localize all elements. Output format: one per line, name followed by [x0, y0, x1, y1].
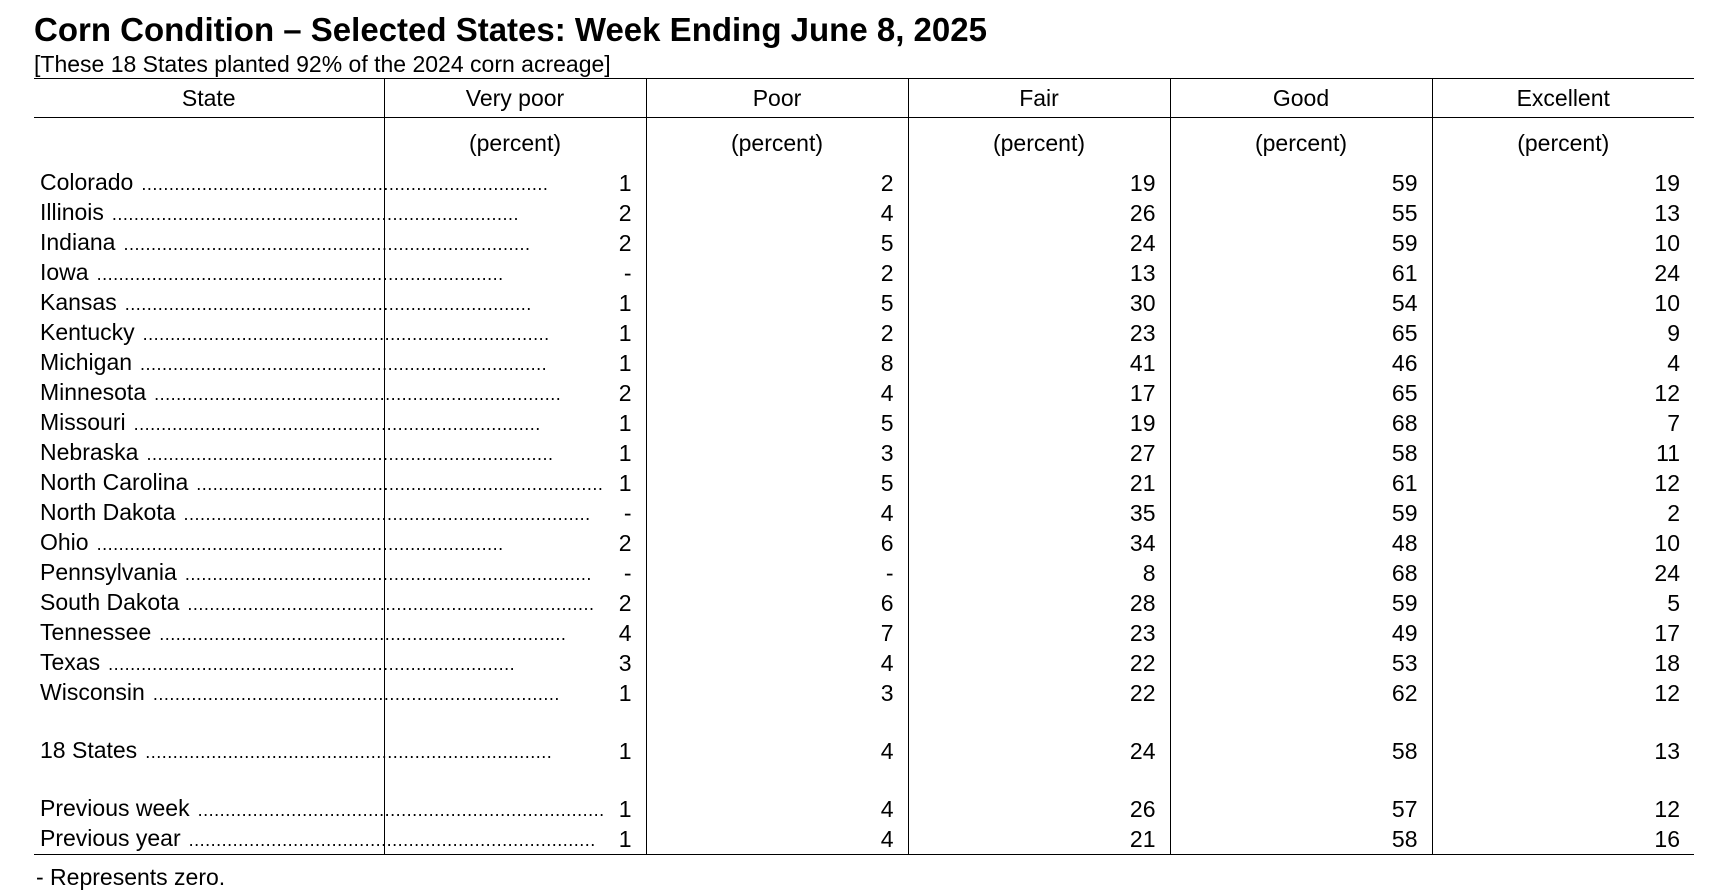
value-cell-very-poor: 2 — [384, 228, 646, 258]
value-cell-good: 61 — [1170, 468, 1432, 498]
state-row — [34, 318, 1694, 348]
state-cell — [34, 288, 532, 318]
dot-leader: .......................................................................... — [133, 414, 541, 434]
value-cell-good: 59 — [1170, 588, 1432, 618]
state-name: South Dakota — [40, 589, 180, 615]
state-cell — [34, 468, 604, 498]
state-name: 18 States — [40, 737, 138, 763]
state-name: Missouri — [40, 409, 126, 435]
state-name: Kansas — [40, 289, 117, 315]
state-row — [34, 408, 1694, 438]
value-cell-very-poor: 1 — [384, 168, 646, 198]
dot-leader: .......................................................................... — [146, 444, 554, 464]
page-subtitle: [These 18 States planted 92% of the 2024 corn acreage] — [34, 51, 611, 77]
value-cell-good: 54 — [1170, 288, 1432, 318]
state-row — [34, 618, 1694, 648]
spacer-cell — [1170, 766, 1432, 794]
unit-label: (percent) — [1432, 118, 1694, 169]
value-cell-excellent: 19 — [1432, 168, 1694, 198]
value-cell-excellent: 7 — [1432, 408, 1694, 438]
report-container — [34, 8, 1694, 891]
value-cell-poor: 4 — [646, 648, 908, 678]
value-cell-poor: 4 — [646, 198, 908, 228]
value-cell-fair: 8 — [908, 558, 1170, 588]
value-cell-very-poor: 1 — [384, 794, 646, 824]
value-cell-very-poor: - — [384, 258, 646, 288]
value-cell-fair: 22 — [908, 678, 1170, 708]
dot-leader: .......................................................................... — [124, 294, 532, 314]
state-name: Previous year — [40, 825, 181, 851]
state-row — [34, 288, 1694, 318]
value-cell-good: 58 — [1170, 824, 1432, 855]
dot-leader: .......................................................................... — [108, 654, 516, 674]
value-cell-fair: 41 — [908, 348, 1170, 378]
value-cell-fair: 24 — [908, 736, 1170, 766]
value-cell-good: 59 — [1170, 228, 1432, 258]
value-cell-good: 68 — [1170, 558, 1432, 588]
spacer-cell — [646, 708, 908, 736]
value-cell-excellent: 4 — [1432, 348, 1694, 378]
value-cell-excellent: 12 — [1432, 678, 1694, 708]
value-cell-poor: 5 — [646, 468, 908, 498]
spacer-cell — [908, 708, 1170, 736]
dot-leader: .......................................................................... — [145, 742, 553, 762]
spacer-cell — [1170, 708, 1432, 736]
state-row — [34, 438, 1694, 468]
value-cell-very-poor: 1 — [384, 824, 646, 855]
state-cell — [34, 794, 605, 824]
comparison-row — [34, 794, 1694, 824]
state-name: North Dakota — [40, 499, 176, 525]
state-name: Indiana — [40, 229, 116, 255]
value-cell-poor: 3 — [646, 438, 908, 468]
value-cell-fair: 21 — [908, 824, 1170, 855]
state-cell — [34, 228, 531, 258]
state-cell — [34, 558, 592, 588]
spacer-row — [34, 708, 1694, 736]
value-cell-excellent: 12 — [1432, 378, 1694, 408]
value-cell-very-poor: 1 — [384, 678, 646, 708]
state-name: Ohio — [40, 529, 89, 555]
spacer-cell — [34, 708, 384, 736]
spacer-cell — [34, 766, 384, 794]
value-cell-excellent: 17 — [1432, 618, 1694, 648]
state-cell — [34, 588, 595, 618]
value-cell-fair: 22 — [908, 648, 1170, 678]
state-row — [34, 198, 1694, 228]
value-cell-very-poor: 2 — [384, 198, 646, 228]
state-name: North Carolina — [40, 469, 189, 495]
state-cell — [34, 438, 554, 468]
value-cell-excellent: 16 — [1432, 824, 1694, 855]
value-cell-fair: 17 — [908, 378, 1170, 408]
value-cell-very-poor: - — [384, 558, 646, 588]
value-cell-good: 61 — [1170, 258, 1432, 288]
value-cell-good: 62 — [1170, 678, 1432, 708]
value-cell-excellent: 5 — [1432, 588, 1694, 618]
value-cell-very-poor: 1 — [384, 408, 646, 438]
value-cell-excellent: 24 — [1432, 558, 1694, 588]
value-cell-poor: 6 — [646, 588, 908, 618]
value-cell-poor: - — [646, 558, 908, 588]
value-cell-good: 46 — [1170, 348, 1432, 378]
value-cell-good: 68 — [1170, 408, 1432, 438]
value-cell-good: 55 — [1170, 198, 1432, 228]
spacer-cell — [1432, 708, 1694, 736]
state-name: Texas — [40, 649, 101, 675]
value-cell-excellent: 18 — [1432, 648, 1694, 678]
state-cell — [34, 168, 549, 198]
value-cell-very-poor: 4 — [384, 618, 646, 648]
value-cell-fair: 28 — [908, 588, 1170, 618]
state-name: Michigan — [40, 349, 133, 375]
value-cell-fair: 23 — [908, 618, 1170, 648]
state-name: Pennsylvania — [40, 559, 177, 585]
column-header-poor: Poor — [646, 79, 908, 118]
spacer-cell — [646, 766, 908, 794]
dot-leader: .......................................................................... — [111, 204, 519, 224]
footnote: - Represents zero. — [36, 864, 226, 890]
state-row — [34, 498, 1694, 528]
state-name: Wisconsin — [40, 679, 145, 705]
value-cell-fair: 35 — [908, 498, 1170, 528]
comparison-row — [34, 824, 1694, 855]
dot-leader: .......................................................................... — [188, 830, 596, 850]
state-row — [34, 348, 1694, 378]
state-cell — [34, 736, 553, 766]
value-cell-very-poor: 2 — [384, 588, 646, 618]
dot-leader: .......................................................................... — [197, 800, 605, 820]
dot-leader: .......................................................................... — [142, 324, 550, 344]
column-header-very-poor: Very poor — [384, 79, 646, 118]
value-cell-very-poor: - — [384, 498, 646, 528]
value-cell-fair: 13 — [908, 258, 1170, 288]
value-cell-fair: 19 — [908, 408, 1170, 438]
spacer-cell — [1432, 766, 1694, 794]
column-header-good: Good — [1170, 79, 1432, 118]
value-cell-poor: 2 — [646, 168, 908, 198]
state-row — [34, 648, 1694, 678]
value-cell-very-poor: 1 — [384, 468, 646, 498]
spacer-row — [34, 766, 1694, 794]
state-name: Iowa — [40, 259, 89, 285]
value-cell-poor: 4 — [646, 794, 908, 824]
value-cell-fair: 30 — [908, 288, 1170, 318]
value-cell-excellent: 11 — [1432, 438, 1694, 468]
state-cell — [34, 198, 519, 228]
state-cell — [34, 258, 504, 288]
value-cell-good: 58 — [1170, 736, 1432, 766]
value-cell-excellent: 10 — [1432, 528, 1694, 558]
value-cell-fair: 21 — [908, 468, 1170, 498]
value-cell-poor: 8 — [646, 348, 908, 378]
value-cell-excellent: 10 — [1432, 228, 1694, 258]
corn-condition-table — [34, 78, 1694, 855]
state-name: Minnesota — [40, 379, 147, 405]
dot-leader: .......................................................................... — [159, 624, 567, 644]
state-row — [34, 588, 1694, 618]
table-body — [34, 118, 1694, 855]
value-cell-very-poor: 2 — [384, 528, 646, 558]
value-cell-excellent: 10 — [1432, 288, 1694, 318]
unit-row — [34, 118, 1694, 169]
state-name: Colorado — [40, 169, 134, 195]
value-cell-excellent: 2 — [1432, 498, 1694, 528]
spacer-cell — [384, 766, 646, 794]
value-cell-very-poor: 1 — [384, 318, 646, 348]
state-name: Nebraska — [40, 439, 139, 465]
value-cell-very-poor: 1 — [384, 736, 646, 766]
value-cell-fair: 27 — [908, 438, 1170, 468]
value-cell-poor: 7 — [646, 618, 908, 648]
value-cell-very-poor: 3 — [384, 648, 646, 678]
state-row — [34, 678, 1694, 708]
spacer-cell — [908, 766, 1170, 794]
state-cell — [34, 348, 548, 378]
value-cell-fair: 19 — [908, 168, 1170, 198]
unit-label: (percent) — [384, 118, 646, 169]
unit-cell-empty — [34, 118, 384, 169]
state-row — [34, 168, 1694, 198]
dot-leader: .......................................................................... — [196, 474, 604, 494]
state-row — [34, 558, 1694, 588]
dot-leader: .......................................................................... — [154, 384, 562, 404]
state-cell — [34, 618, 567, 648]
state-name: Previous week — [40, 795, 190, 821]
state-name: Illinois — [40, 199, 104, 225]
value-cell-good: 58 — [1170, 438, 1432, 468]
value-cell-poor: 4 — [646, 498, 908, 528]
state-cell — [34, 824, 596, 855]
spacer-cell — [384, 708, 646, 736]
column-header-state: State — [34, 79, 384, 118]
state-cell — [34, 318, 550, 348]
value-cell-very-poor: 1 — [384, 348, 646, 378]
value-cell-poor: 4 — [646, 378, 908, 408]
value-cell-poor: 4 — [646, 736, 908, 766]
value-cell-good: 53 — [1170, 648, 1432, 678]
state-row — [34, 258, 1694, 288]
state-cell — [34, 678, 560, 708]
value-cell-fair: 34 — [908, 528, 1170, 558]
state-row — [34, 228, 1694, 258]
value-cell-excellent: 13 — [1432, 198, 1694, 228]
value-cell-good: 49 — [1170, 618, 1432, 648]
value-cell-poor: 5 — [646, 228, 908, 258]
value-cell-good: 48 — [1170, 528, 1432, 558]
unit-label: (percent) — [908, 118, 1170, 169]
value-cell-good: 65 — [1170, 318, 1432, 348]
state-row — [34, 468, 1694, 498]
dot-leader: .......................................................................... — [152, 684, 560, 704]
value-cell-excellent: 12 — [1432, 468, 1694, 498]
value-cell-poor: 3 — [646, 678, 908, 708]
value-cell-fair: 23 — [908, 318, 1170, 348]
value-cell-fair: 24 — [908, 228, 1170, 258]
value-cell-poor: 5 — [646, 288, 908, 318]
state-name: Kentucky — [40, 319, 135, 345]
value-cell-very-poor: 1 — [384, 438, 646, 468]
value-cell-excellent: 9 — [1432, 318, 1694, 348]
value-cell-good: 59 — [1170, 168, 1432, 198]
value-cell-good: 59 — [1170, 498, 1432, 528]
value-cell-poor: 2 — [646, 318, 908, 348]
dot-leader: .......................................................................... — [96, 534, 504, 554]
state-row — [34, 378, 1694, 408]
value-cell-poor: 6 — [646, 528, 908, 558]
state-cell — [34, 378, 562, 408]
value-cell-very-poor: 1 — [384, 288, 646, 318]
value-cell-fair: 26 — [908, 794, 1170, 824]
value-cell-excellent: 24 — [1432, 258, 1694, 288]
unit-label: (percent) — [646, 118, 908, 169]
value-cell-fair: 26 — [908, 198, 1170, 228]
state-cell — [34, 498, 591, 528]
column-header-fair: Fair — [908, 79, 1170, 118]
dot-leader: .......................................................................... — [183, 504, 591, 524]
dot-leader: .......................................................................... — [140, 354, 548, 374]
value-cell-good: 65 — [1170, 378, 1432, 408]
dot-leader: .......................................................................... — [141, 174, 549, 194]
dot-leader: .......................................................................... — [96, 264, 504, 284]
dot-leader: .......................................................................... — [123, 234, 531, 254]
value-cell-excellent: 13 — [1432, 736, 1694, 766]
value-cell-very-poor: 2 — [384, 378, 646, 408]
value-cell-good: 57 — [1170, 794, 1432, 824]
dot-leader: .......................................................................... — [184, 564, 592, 584]
column-header-excellent: Excellent — [1432, 79, 1694, 118]
state-cell — [34, 528, 504, 558]
state-row — [34, 528, 1694, 558]
value-cell-poor: 5 — [646, 408, 908, 438]
dot-leader: .......................................................................... — [187, 594, 595, 614]
total-row — [34, 736, 1694, 766]
value-cell-excellent: 12 — [1432, 794, 1694, 824]
page-title: Corn Condition – Selected States: Week Ending June 8, 2025 — [34, 11, 987, 48]
value-cell-poor: 4 — [646, 824, 908, 855]
value-cell-poor: 2 — [646, 258, 908, 288]
state-cell — [34, 648, 516, 678]
state-name: Tennessee — [40, 619, 152, 645]
header-row — [34, 79, 1694, 118]
unit-label: (percent) — [1170, 118, 1432, 169]
state-cell — [34, 408, 541, 438]
